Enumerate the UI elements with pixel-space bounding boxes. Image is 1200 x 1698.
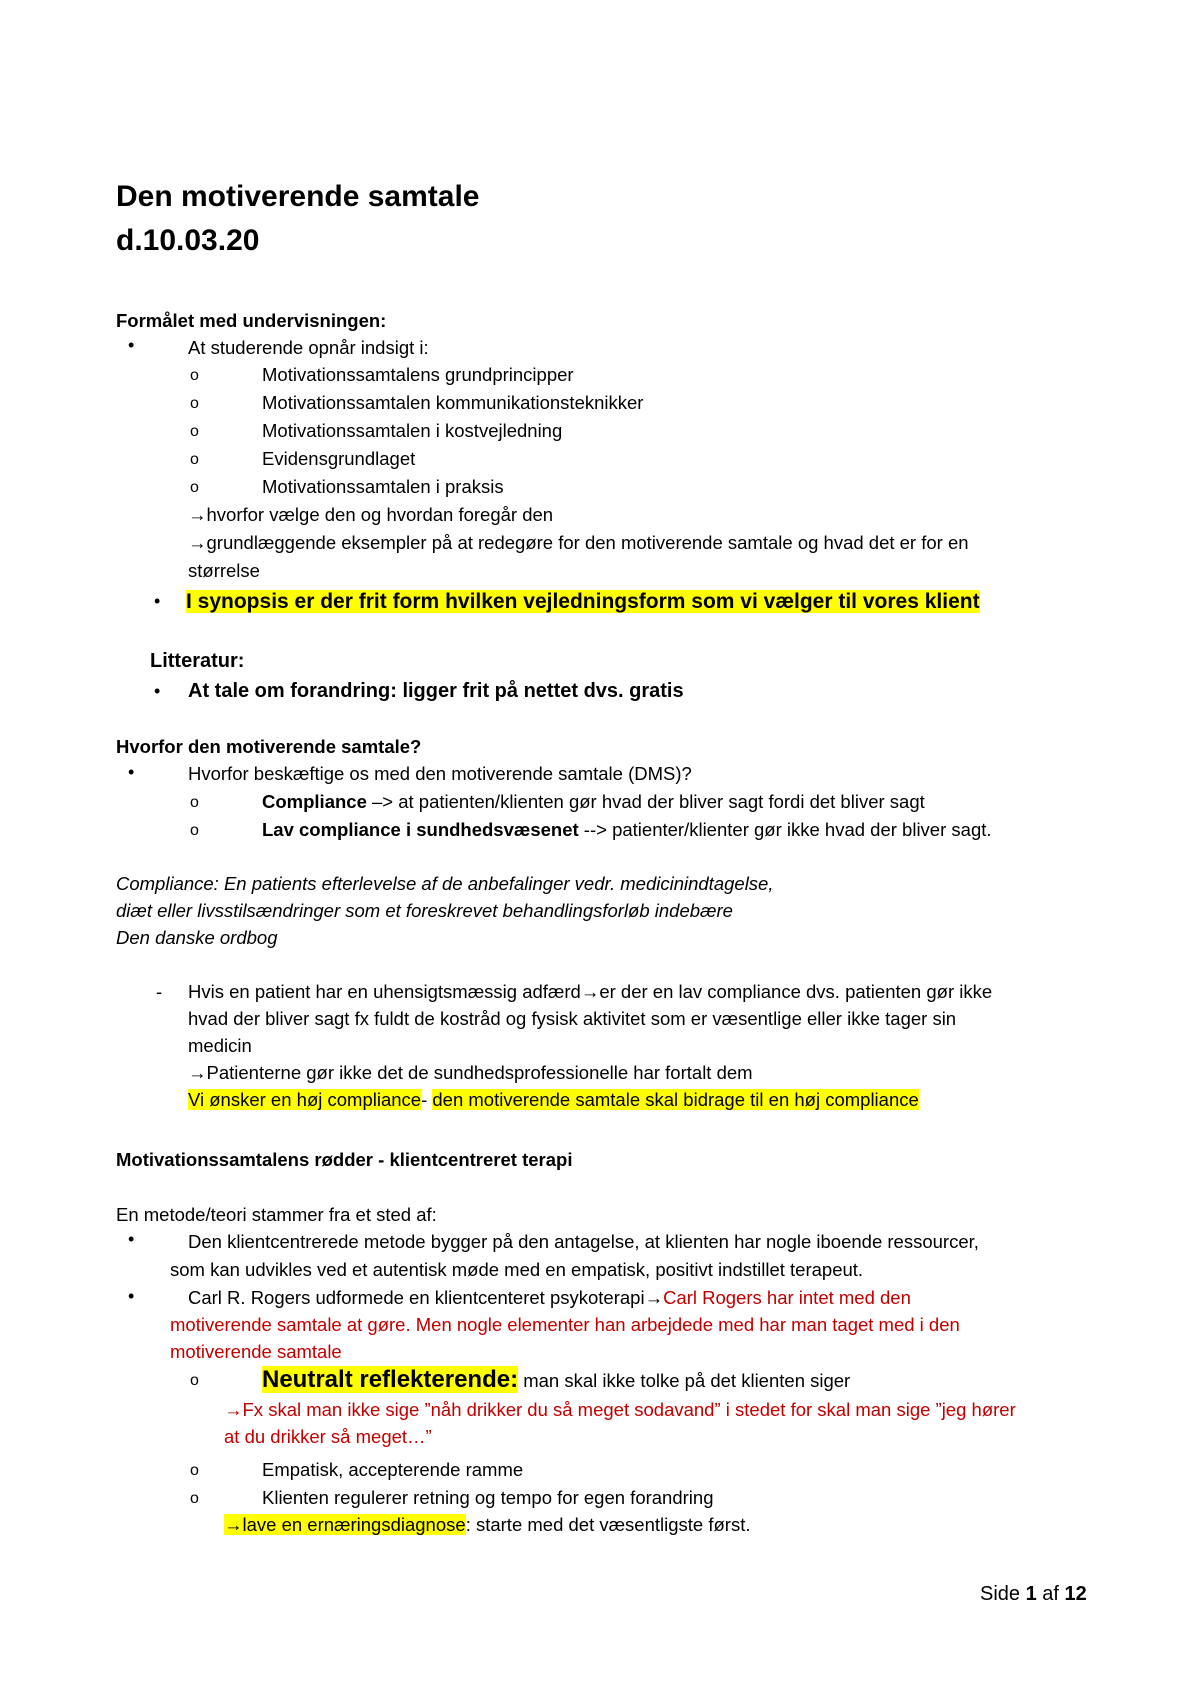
sub-bullet-marker: o xyxy=(190,794,199,811)
list-item: Motivationssamtalens grundprincipper xyxy=(262,364,574,385)
sub-bullet-marker: o xyxy=(190,1372,199,1389)
highlighted-goal: Vi ønsker en høj compliance- den motiverende samtale skal bidrage til en høj compliance xyxy=(188,1089,919,1110)
arrow-icon: → xyxy=(224,1514,243,1535)
page-title: Den motiverende samtale xyxy=(116,180,480,213)
sub-bullet-marker: o xyxy=(190,1462,199,1479)
definition-source: Den danske ordbog xyxy=(116,927,278,948)
bullet-marker: • xyxy=(154,681,161,701)
roots-intro: En metode/teori stammer fra et sted af: xyxy=(116,1204,437,1225)
bullet-marker: • xyxy=(128,762,135,782)
sub-bullet-marker: o xyxy=(190,395,199,412)
list-item: Evidensgrundlaget xyxy=(262,448,416,469)
rogers-bullet-cont: motiverende samtale at gøre. Men nogle elementer han arbejdede med har man taget med i den xyxy=(170,1314,960,1335)
sub-bullet-marker: o xyxy=(190,1490,199,1507)
arrow-icon: → xyxy=(188,504,207,525)
neutral-item: Neutralt reflekterende: man skal ikke tolke på det klienten siger xyxy=(262,1366,851,1393)
dash-marker: - xyxy=(156,981,163,1002)
definition-line: diæt eller livsstilsændringer som et foreskrevet behandlingsforløb indebære xyxy=(116,900,733,921)
section-heading-purpose: Formålet med undervisningen: xyxy=(116,310,387,331)
list-item: Motivationssamtalen kommunikationsteknikker xyxy=(262,392,644,413)
purpose-intro: At studerende opnår indsigt i: xyxy=(188,337,429,358)
rogers-bullet-cont: motiverende samtale xyxy=(170,1341,342,1362)
list-item: Klienten regulerer retning og tempo for egen forandring xyxy=(262,1487,714,1508)
section-heading-roots: Motivationssamtalens rødder - klientcentreret terapi xyxy=(116,1149,573,1170)
bullet-marker: • xyxy=(128,1229,135,1249)
highlighted-note: I synopsis er der frit form hvilken vejledningsform som vi vælger til vores klient xyxy=(186,590,980,613)
sub-bullet-marker: o xyxy=(190,451,199,468)
section-heading-why: Hvorfor den motiverende samtale? xyxy=(116,736,422,757)
definition-line: Compliance: En patients efterlevelse af de anbefalinger vedr. medicinindtagelse, xyxy=(116,873,774,894)
roots-bullet-cont: som kan udvikles ved et autentisk møde med en empatisk, positivt indstillet terapeut. xyxy=(170,1259,864,1280)
sub-bullet-marker: o xyxy=(190,367,199,384)
low-compliance-item: Lav compliance i sundhedsvæsenet --> patienter/klienter gør ikke hvad der bliver sagt. xyxy=(262,819,992,840)
section-heading-literature: Litteratur: xyxy=(150,650,245,672)
dash-line-cont: hvad der bliver sagt fx fuldt de kostråd og fysisk aktivitet som er væsentlige eller ikke tager sin xyxy=(188,1008,957,1029)
list-item: Motivationssamtalen i kostvejledning xyxy=(262,420,563,441)
literature-item: At tale om forandring: ligger frit på nettet dvs. gratis xyxy=(188,680,684,702)
arrow-line: →hvorfor vælge den og hvordan foregår den xyxy=(188,504,554,525)
example-line: →Fx skal man ikke sige ”nåh drikker du så meget sodavand” i stedet for skal man sige ”jeg hører xyxy=(224,1399,1016,1420)
dash-line: Hvis en patient har en uhensigtsmæssig adfærd→er der en lav compliance dvs. patienten gør ikke xyxy=(188,981,993,1002)
diagnosis-line: →lave en ernæringsdiagnose: starte med det væsentligste først. xyxy=(224,1514,751,1535)
roots-bullet: Den klientcentrerede metode bygger på den antagelse, at klienten har nogle iboende ressourcer, xyxy=(188,1231,979,1252)
sub-bullet-marker: o xyxy=(190,423,199,440)
bullet-marker: • xyxy=(128,1286,135,1306)
arrow-line: →grundlæggende eksempler på at redegøre for den motiverende samtale og hvad det er for en xyxy=(188,532,969,553)
rogers-bullet: Carl R. Rogers udformede en klientcenteret psykoterapi→Carl Rogers har intet med den xyxy=(188,1287,911,1308)
list-item: Empatisk, accepterende ramme xyxy=(262,1459,524,1480)
arrow-line-cont: størrelse xyxy=(188,560,260,581)
arrow-icon: → xyxy=(188,1062,207,1083)
page-date: d.10.03.20 xyxy=(116,224,260,257)
arrow-icon: → xyxy=(188,532,207,553)
example-line-cont: at du drikker så meget…” xyxy=(224,1426,432,1447)
sub-bullet-marker: o xyxy=(190,479,199,496)
bullet-marker: • xyxy=(154,591,161,611)
arrow-icon: → xyxy=(580,981,600,1002)
arrow-icon: → xyxy=(644,1287,664,1308)
compliance-item: Compliance –> at patienten/klienten gør hvad der bliver sagt fordi det bliver sagt xyxy=(262,791,925,812)
list-item: Motivationssamtalen i praksis xyxy=(262,476,504,497)
dash-line-cont: medicin xyxy=(188,1035,252,1056)
why-bullet: Hvorfor beskæftige os med den motiverende samtale (DMS)? xyxy=(188,763,692,784)
bullet-marker: • xyxy=(128,335,135,355)
arrow-line: →Patienterne gør ikke det de sundhedsprofessionelle har fortalt dem xyxy=(188,1062,753,1083)
sub-bullet-marker: o xyxy=(190,822,199,839)
page-number: Side 1 af 12 xyxy=(980,1583,1087,1605)
arrow-icon: → xyxy=(224,1399,243,1420)
